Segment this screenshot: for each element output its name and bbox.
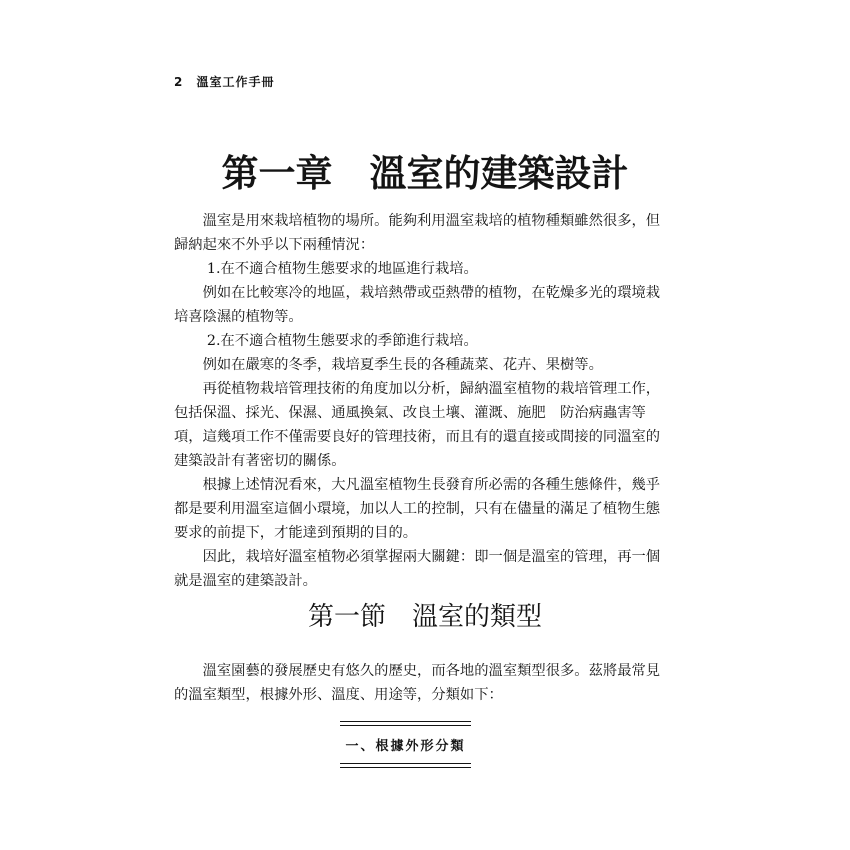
subsection-label: 一、根據外形分類 [345,739,466,754]
section-title: 第一節 溫室的類型 [307,602,542,632]
numbered-item: 1.在不適合植物生態要求的地區進行栽培。 [206,261,478,277]
paragraph: 再從植物栽培管理技術的角度加以分析，歸納溫室植物的栽培管理工作，包括保溫、採光、保濕、通風換氣、改良土壤、灌溉、施肥 防治病蟲害等項，這幾項工作不僅需要良好的管理技術，而且有的還直接或間接的同溫室的建築設計有著密切的關係。 [174,381,661,469]
running-header [174,73,275,90]
subsection-heading-box [340,721,471,769]
book-title: 溫室工作手冊 [196,75,275,89]
paragraph: 例如在嚴寒的冬季，栽培夏季生長的各種蔬菜、花卉、果樹等。 [202,357,603,373]
paragraph: 例如在比較寒冷的地區，栽培熱帶或亞熱帶的植物，在乾燥多光的環境栽培喜陰濕的植物等。 [174,285,661,325]
paragraph: 因此，栽培好溫室植物必須掌握兩大關鍵：即一個是溫室的管理，再一個就是溫室的建築設計。 [174,549,661,589]
double-rule-top [340,725,471,726]
page-number: 2 [174,75,184,89]
double-rule-top [340,721,471,722]
paragraph: 溫室園藝的發展歷史有悠久的歷史，而各地的溫室類型很多。茲將最常見的溫室類型，根據外形、溫度、用途等，分類如下： [174,663,661,703]
section-text [174,659,667,707]
double-rule-bottom [340,767,471,768]
numbered-item: 2.在不適合植物生態要求的季節進行栽培。 [206,333,478,349]
chapter-title: 第一章 溫室的建築設計 [221,152,629,195]
paragraph: 根據上述情況看來，大凡溫室植物生長發育所必需的各種生態條件，幾乎都是要利用溫室這個小環境，加以人工的控制，只有在儘量的滿足了植物生態要求的前提下，才能達到預期的目的。 [174,477,661,541]
paragraph: 溫室是用來栽培植物的場所。能夠利用溫室栽培的植物種類雖然很多，但歸納起來不外乎以下兩種情況： [174,213,661,253]
double-rule-bottom [340,763,471,764]
intro-text [174,209,667,593]
